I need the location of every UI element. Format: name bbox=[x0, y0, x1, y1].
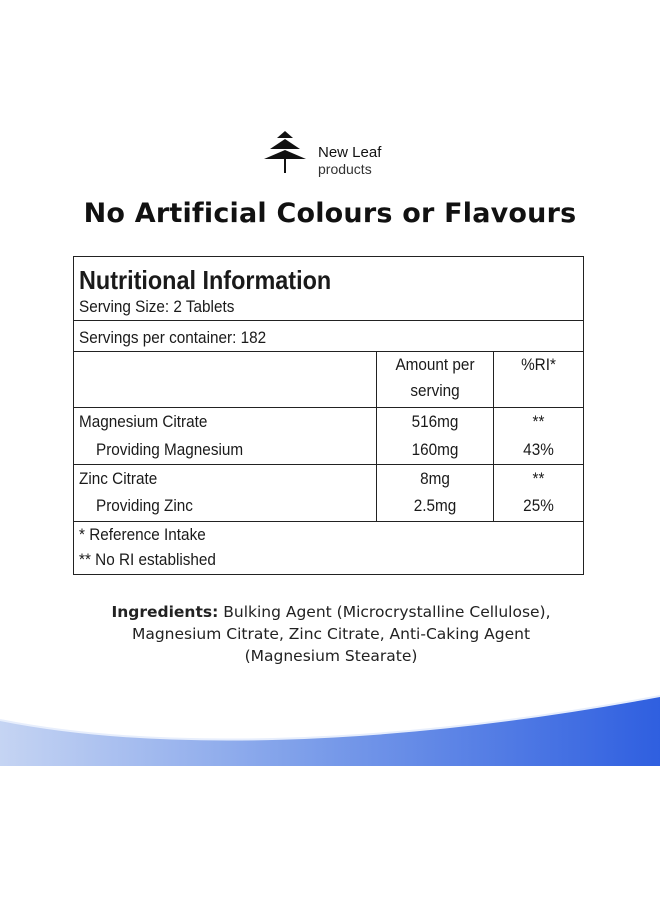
ingredients-text bbox=[75, 601, 587, 667]
footnote: * Reference Intake bbox=[79, 525, 206, 544]
brand-name: New Leaf bbox=[318, 144, 382, 161]
leaf-tree-icon bbox=[262, 130, 308, 176]
ingredients-label: Ingredients: bbox=[111, 603, 219, 621]
brand-subtitle: products bbox=[318, 161, 372, 177]
divider bbox=[74, 407, 583, 408]
amount-header: Amount per bbox=[395, 355, 475, 374]
row-amount: 8mg bbox=[420, 469, 450, 488]
nutrition-title: Nutritional Information bbox=[79, 265, 332, 295]
row-name: Providing Magnesium bbox=[96, 440, 244, 459]
divider bbox=[74, 521, 583, 522]
row-name: Providing Zinc bbox=[96, 496, 193, 515]
row-amount: 2.5mg bbox=[413, 496, 457, 515]
serving-size: Serving Size: 2 Tablets bbox=[79, 297, 235, 316]
row-name: Magnesium Citrate bbox=[79, 412, 208, 431]
servings-per-container: Servings per container: 182 bbox=[79, 328, 267, 347]
divider bbox=[74, 351, 583, 352]
ingredients-line: Bulking Agent (Microcrystalline Cellulose), bbox=[223, 603, 551, 621]
decorative-wave bbox=[0, 690, 660, 770]
row-amount: 160mg bbox=[411, 440, 459, 459]
row-ri: 25% bbox=[523, 496, 554, 515]
divider bbox=[74, 320, 583, 321]
divider bbox=[74, 464, 583, 465]
footnote: ** No RI established bbox=[79, 550, 216, 569]
ri-header: %RI* bbox=[521, 355, 556, 374]
ingredients-line: Magnesium Citrate, Zinc Citrate, Anti-Caking Agent bbox=[131, 625, 531, 643]
nutrition-panel bbox=[73, 256, 584, 575]
row-ri: ** bbox=[532, 412, 545, 431]
ingredients-line: (Magnesium Stearate) bbox=[244, 647, 418, 665]
amount-header: serving bbox=[410, 381, 460, 400]
column-divider bbox=[493, 351, 494, 521]
row-ri: ** bbox=[532, 469, 545, 488]
row-ri: 43% bbox=[523, 440, 554, 459]
page-headline: No Artificial Colours or Flavours bbox=[83, 198, 577, 229]
row-amount: 516mg bbox=[411, 412, 459, 431]
row-name: Zinc Citrate bbox=[79, 469, 158, 488]
brand-logo bbox=[262, 130, 422, 180]
column-divider bbox=[376, 351, 377, 521]
